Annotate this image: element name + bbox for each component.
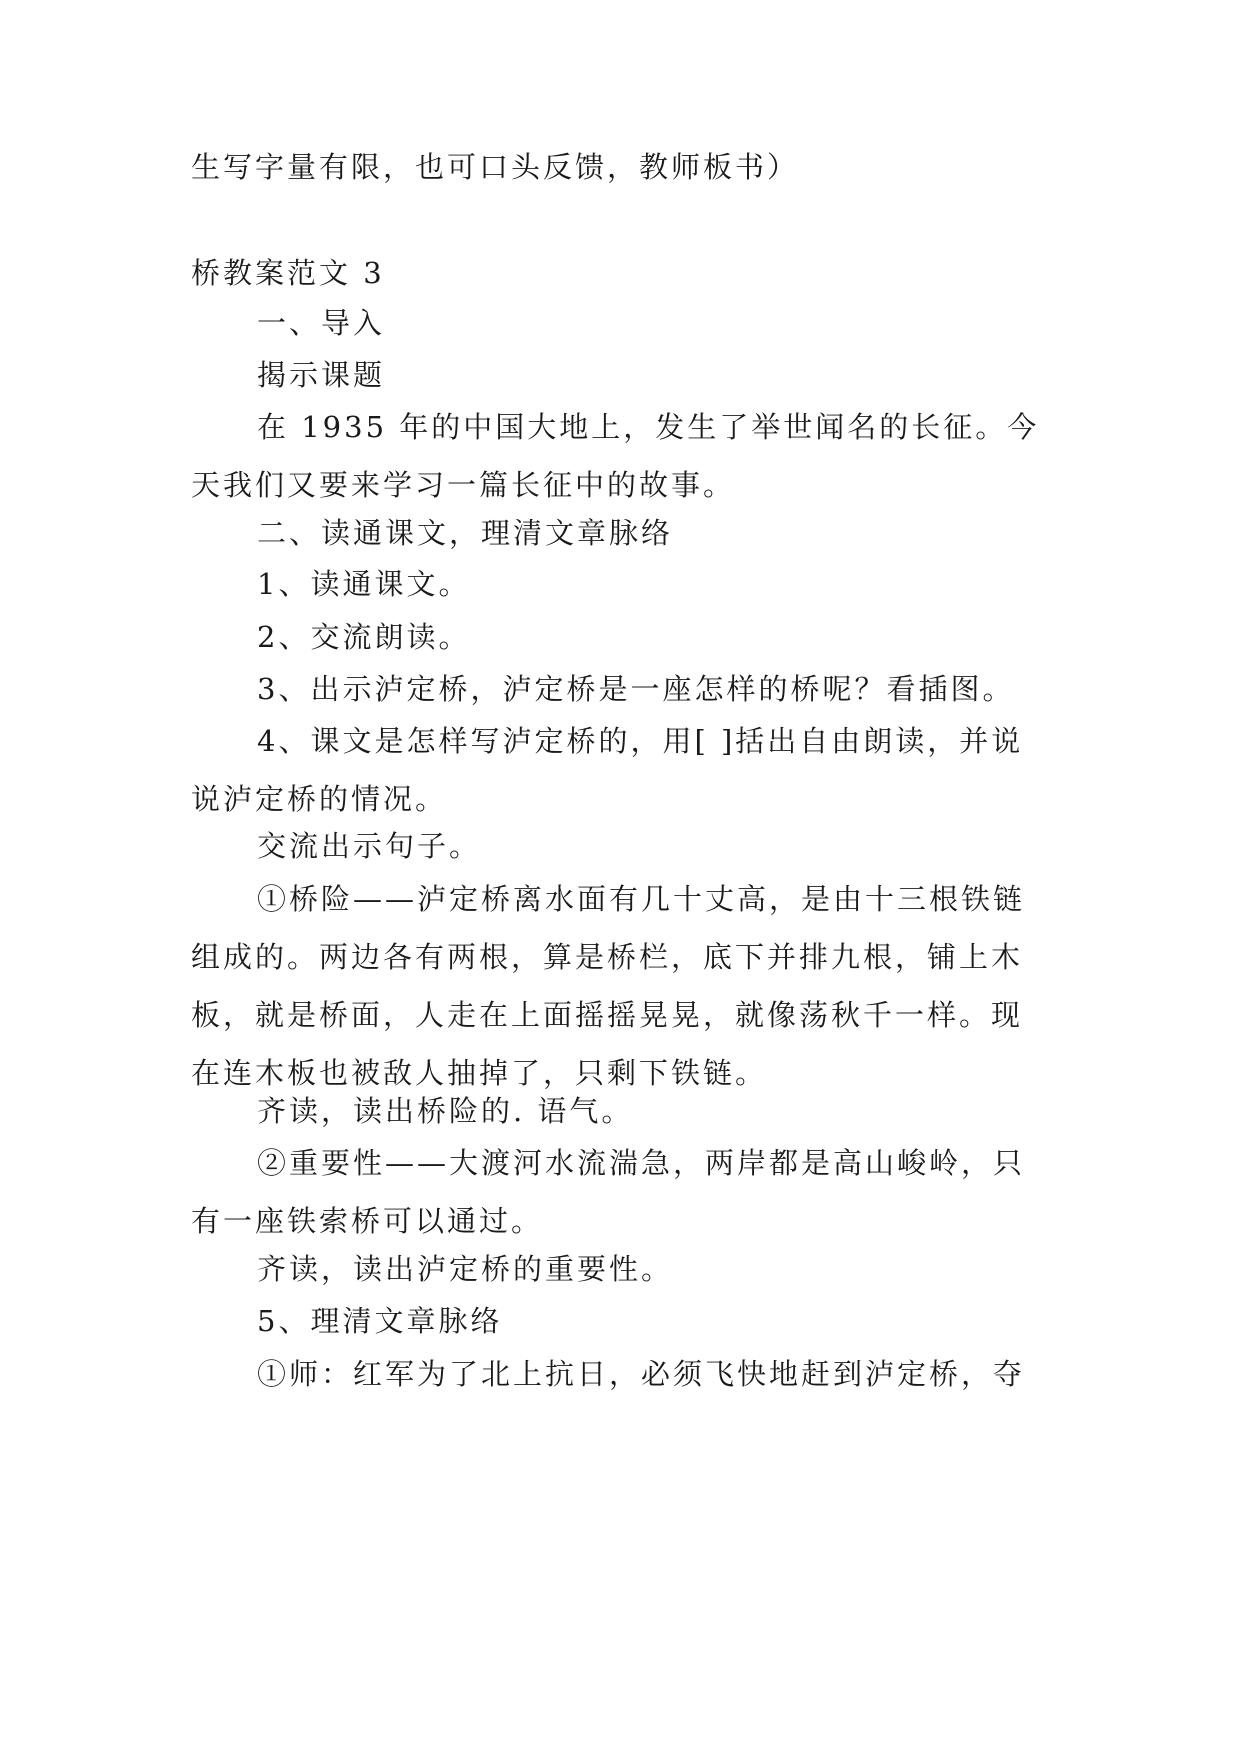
paragraph-bridge-danger: ①桥险——泸定桥离水面有几十丈高，是由十三根铁链组成的。两边各有两根，算是桥栏，底下并排九根，铺上木板，就是桥面，人走在上面摇摇晃晃，就像荡秋千一样。现在连木板也被敌人抽掉了，只剩下铁链。 [191, 882, 1026, 1090]
paragraph-read-importance: 齐读，读出泸定桥的重要性。 [257, 1252, 674, 1286]
paragraph-read-danger: 齐读，读出桥险的. 语气。 [257, 1094, 634, 1128]
paragraph-step-2: 2、交流朗读。 [257, 620, 471, 654]
paragraph-step-4: 4、课文是怎样写泸定桥的，用[ ]括出自由朗读，并说说泸定桥的情况。 [191, 724, 1024, 816]
paragraph-long-march: 在 1935 年的中国大地上，发生了举世闻名的长征。今天我们又要来学习一篇长征中的故事。 [191, 410, 1040, 502]
paragraph-show-sentences: 交流出示句子。 [257, 829, 482, 863]
paragraph-step-1: 1、读通课文。 [257, 567, 471, 601]
paragraph-step-3: 3、出示泸定桥，泸定桥是一座怎样的桥呢？看插图。 [257, 672, 1015, 706]
paragraph-intro-heading: 一、导入 [257, 306, 386, 340]
paragraph-step-5: 5、理清文章脉络 [257, 1304, 503, 1338]
continued-line: 生写字量有限，也可口头反馈，教师板书） [191, 150, 800, 184]
paragraph-reveal-topic: 揭示课题 [257, 358, 386, 392]
paragraph-teacher-remark: ①师：红军为了北上抗日，必须飞快地赶到泸定桥，夺 [257, 1357, 1026, 1391]
paragraph-section-two: 二、读通课文，理清文章脉络 [257, 516, 674, 550]
paragraph-importance: ②重要性——大渡河水流湍急，两岸都是高山峻岭，只有一座铁索桥可以通过。 [191, 1146, 1026, 1238]
section-heading: 桥教案范文 3 [191, 256, 385, 290]
